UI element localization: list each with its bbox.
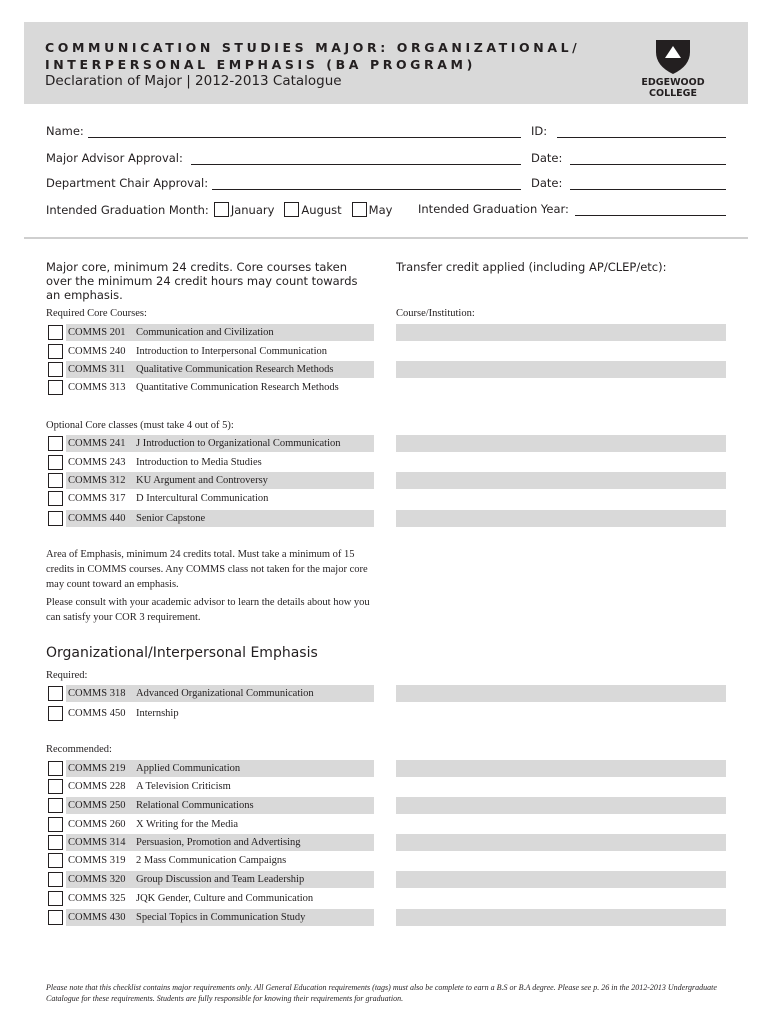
course-row: COMMS 219 Applied Communication [46, 760, 376, 777]
course-checkbox[interactable] [48, 686, 63, 701]
emphasis-title: Organizational/Interpersonal Emphasis [46, 645, 318, 661]
chair-date-row [531, 176, 726, 190]
course-checkbox[interactable] [48, 455, 63, 470]
course-row: COMMS 250 Relational Communications [46, 797, 376, 814]
course-checkbox[interactable] [48, 835, 63, 850]
chair-row [46, 176, 521, 190]
transfer-field[interactable] [396, 472, 726, 489]
course-row: COMMS 241 J Introduction to Organizational Communication [46, 435, 376, 452]
footer-note: Please note that this checklist contains major requirements only. All General Education requirements (tags) must also be complete to earn a B.S or B.A degree. Please see p. 26 in the 2012-2013 Undergraduate Catalogue for these requirements. Students are fully responsible for knowing their requirements for graduation. [46, 983, 717, 1003]
advisor-date-field[interactable] [570, 153, 726, 165]
emphasis-required-label: Required: [46, 670, 88, 681]
chair-date-field[interactable] [570, 178, 726, 190]
may-label: May [368, 202, 393, 217]
transfer-field[interactable] [396, 435, 726, 452]
transfer-field[interactable] [396, 685, 726, 702]
header-banner [24, 22, 748, 104]
transfer-field[interactable] [396, 510, 726, 527]
transfer-field[interactable] [396, 871, 726, 888]
advisor-row [46, 151, 521, 165]
course-checkbox[interactable] [48, 891, 63, 906]
course-checkbox[interactable] [48, 436, 63, 451]
name-row [46, 124, 521, 138]
course-row: COMMS 314 Persuasion, Promotion and Advertising [46, 834, 376, 851]
transfer-field[interactable] [396, 797, 726, 814]
transfer-field[interactable] [396, 909, 726, 926]
grad-year-field[interactable] [575, 204, 726, 216]
course-row: COMMS 320 Group Discussion and Team Leadership [46, 871, 376, 888]
divider [24, 237, 748, 239]
grad-year-row [418, 202, 726, 216]
optional-core-label: Optional Core classes (must take 4 out of 5): [46, 420, 234, 431]
date-label: Date: [531, 176, 563, 190]
course-row: COMMS 240 Introduction to Interpersonal Communication [46, 343, 376, 360]
id-label: ID: [531, 124, 548, 138]
course-row: COMMS 311 Qualitative Communication Research Methods [46, 361, 376, 378]
grad-month-label: Intended Graduation Month: [46, 202, 209, 217]
course-checkbox[interactable] [48, 872, 63, 887]
course-row: COMMS 325 JQK Gender, Culture and Communication [46, 890, 376, 907]
course-checkbox[interactable] [48, 473, 63, 488]
course-checkbox[interactable] [48, 362, 63, 377]
chair-field[interactable] [212, 178, 521, 190]
recommended-label: Recommended: [46, 744, 112, 755]
college-name: EDGEWOOD COLLEGE [641, 77, 705, 99]
course-checkbox[interactable] [48, 380, 63, 395]
transfer-label: Transfer credit applied (including AP/CLEP/etc): [396, 260, 667, 274]
course-checkbox[interactable] [48, 511, 63, 526]
name-label: Name: [46, 124, 84, 138]
core-intro: Major core, minimum 24 credits. Core courses taken over the minimum 24 credit hours may count towards an emphasis. [46, 260, 358, 302]
advisor-field[interactable] [191, 153, 521, 165]
cor3-note: Please consult with your academic advisor to learn the details about how you can satisfy your COR 3 requirement. [46, 597, 370, 623]
required-core-label: Required Core Courses: [46, 308, 147, 319]
shield-icon [653, 38, 693, 76]
course-row: COMMS 260 X Writing for the Media [46, 816, 376, 833]
course-checkbox[interactable] [48, 798, 63, 813]
course-row: COMMS 430 Special Topics in Communication Study [46, 909, 376, 926]
college-logo [618, 38, 728, 99]
advisor-label: Major Advisor Approval: [46, 151, 183, 165]
id-row [531, 124, 726, 138]
may-checkbox[interactable] [352, 202, 367, 217]
transfer-field[interactable] [396, 834, 726, 851]
transfer-field[interactable] [396, 361, 726, 378]
name-field[interactable] [88, 126, 521, 138]
page-title: COMMUNICATION STUDIES MAJOR: ORGANIZATIONAL/ INTERPERSONAL EMPHASIS (BA PROGRAM) [45, 40, 581, 72]
course-row: COMMS 319 2 Mass Communication Campaigns [46, 852, 376, 869]
course-row: COMMS 318 Advanced Organizational Communication [46, 685, 376, 702]
advisor-date-row [531, 151, 726, 165]
course-checkbox[interactable] [48, 761, 63, 776]
course-checkbox[interactable] [48, 817, 63, 832]
course-checkbox[interactable] [48, 910, 63, 925]
course-row: COMMS 312 KU Argument and Controversy [46, 472, 376, 489]
grad-year-label: Intended Graduation Year: [418, 202, 569, 216]
date-label: Date: [531, 151, 563, 165]
january-checkbox[interactable] [214, 202, 229, 217]
transfer-field[interactable] [396, 324, 726, 341]
area-instructions: Area of Emphasis, minimum 24 credits total. Must take a minimum of 15 credits in COMMS courses. Any COMMS class not taken for the major core may count toward an emphasis. [46, 549, 368, 590]
course-checkbox[interactable] [48, 779, 63, 794]
course-checkbox[interactable] [48, 344, 63, 359]
august-checkbox[interactable] [284, 202, 299, 217]
page-subtitle: Declaration of Major | 2012-2013 Catalogue [45, 73, 342, 89]
course-row: COMMS 201 Communication and Civilization [46, 324, 376, 341]
course-checkbox[interactable] [48, 853, 63, 868]
grad-month-row [46, 202, 392, 217]
course-checkbox[interactable] [48, 325, 63, 340]
january-label: January [230, 202, 275, 217]
course-checkbox[interactable] [48, 706, 63, 721]
course-institution-label: Course/Institution: [396, 308, 475, 319]
course-row: COMMS 228 A Television Criticism [46, 778, 376, 795]
transfer-field[interactable] [396, 760, 726, 777]
course-row: COMMS 440 Senior Capstone [46, 510, 376, 527]
course-row: COMMS 243 Introduction to Media Studies [46, 454, 376, 471]
course-row: COMMS 317 D Intercultural Communication [46, 490, 376, 507]
course-row: COMMS 450 Internship [46, 705, 376, 722]
id-field[interactable] [557, 126, 726, 138]
course-row: COMMS 313 Quantitative Communication Research Methods [46, 379, 376, 396]
course-checkbox[interactable] [48, 491, 63, 506]
august-label: August [301, 202, 342, 217]
chair-label: Department Chair Approval: [46, 176, 209, 190]
